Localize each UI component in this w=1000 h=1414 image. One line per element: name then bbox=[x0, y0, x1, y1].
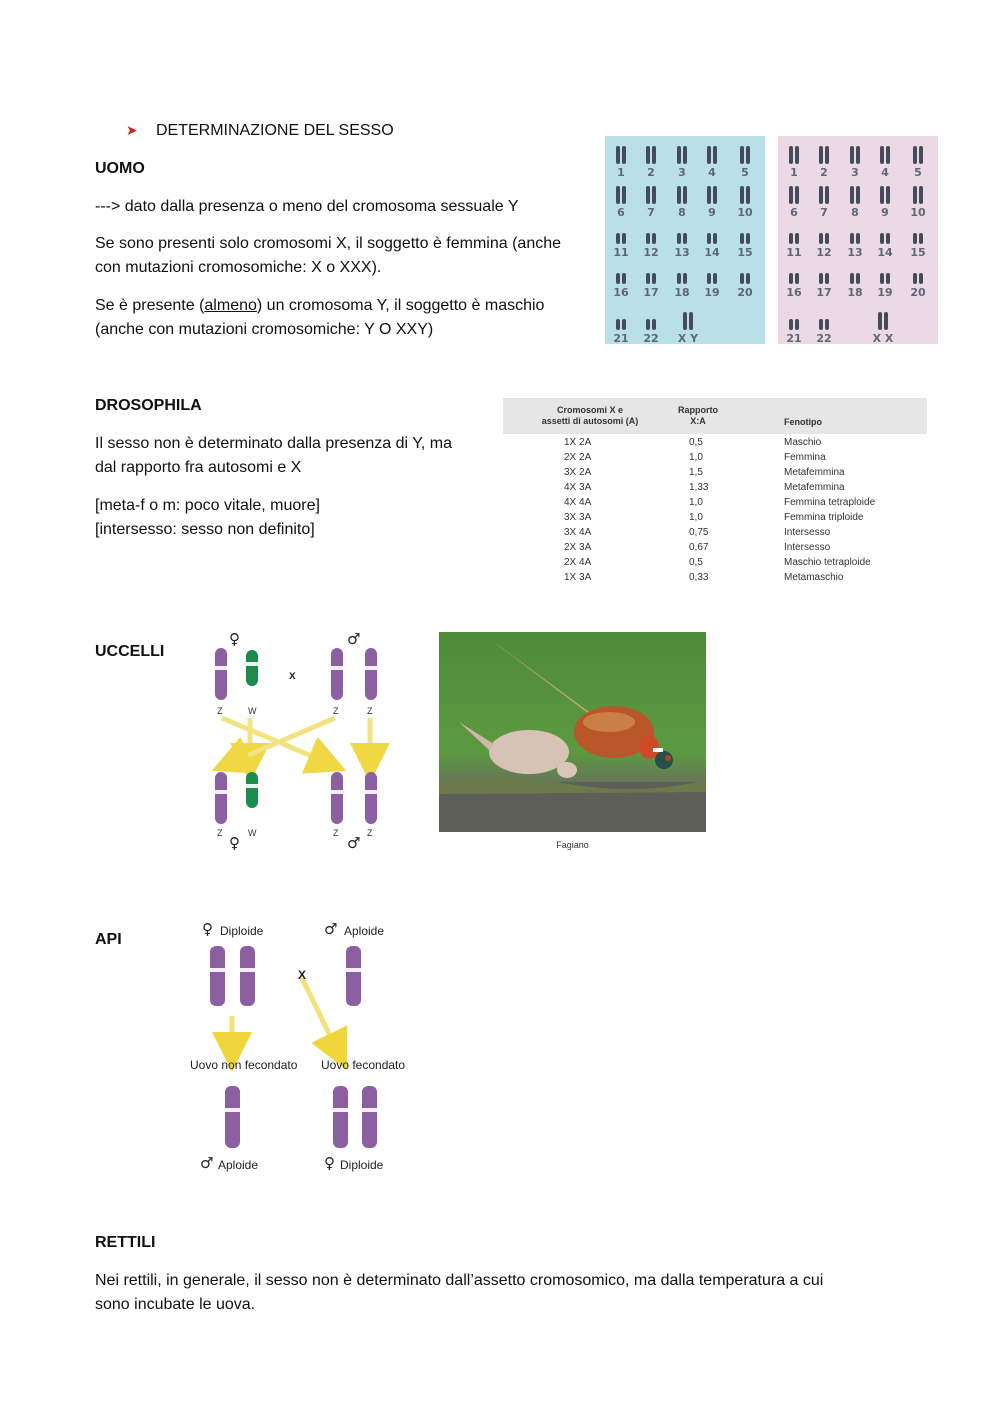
header-ratio-line1: Rapporto bbox=[678, 405, 718, 415]
api-title: API bbox=[95, 931, 122, 948]
chromosome-pair bbox=[637, 266, 665, 299]
chromosome-pair bbox=[607, 186, 635, 219]
cell-phenotype: Maschio tetraploide bbox=[784, 557, 871, 568]
chromosome bbox=[240, 946, 255, 1006]
birds-zw-diagram bbox=[200, 628, 400, 856]
table-row bbox=[503, 512, 927, 527]
female-symbol-icon: ♀ bbox=[202, 920, 213, 938]
chromosome-number: 18 bbox=[847, 286, 863, 299]
female-symbol-icon: ♀ bbox=[324, 1154, 335, 1172]
label-z: Z bbox=[217, 706, 223, 716]
chromosome-pair bbox=[780, 146, 808, 179]
uomo-p2-line2: con mutazioni cromosomiche: X o XXX). bbox=[95, 259, 382, 276]
chromosome-pair bbox=[731, 186, 759, 219]
chromosome-number: 1 bbox=[617, 166, 625, 179]
chromosome-pair bbox=[668, 146, 696, 179]
table-row bbox=[503, 452, 927, 467]
chromosome-pair bbox=[637, 312, 665, 345]
chromosome-number: 8 bbox=[851, 206, 859, 219]
cell-phenotype: Metafemmina bbox=[784, 467, 845, 478]
cell-ratio: 0,67 bbox=[689, 542, 709, 553]
chromosome-pair bbox=[810, 186, 838, 219]
female-symbol-icon: ♀ bbox=[229, 630, 240, 648]
cell-ratio: 1,5 bbox=[689, 467, 703, 478]
chromosome-pair bbox=[841, 146, 869, 179]
table-row bbox=[503, 542, 927, 557]
chromosome-pair bbox=[871, 146, 899, 179]
rettili-line2: sono incubate le uova. bbox=[95, 1296, 256, 1313]
chromosome-number: 20 bbox=[910, 286, 926, 299]
chromosome-pair bbox=[904, 186, 932, 219]
table-header bbox=[503, 398, 927, 434]
table-row bbox=[503, 557, 927, 572]
chromosome-number: 18 bbox=[674, 286, 690, 299]
chromosome-pair bbox=[668, 266, 696, 299]
rettili-title: RETTILI bbox=[95, 1234, 156, 1251]
chromosome-pair bbox=[841, 266, 869, 299]
rettili-paragraph bbox=[95, 1269, 915, 1317]
chromosome-number: 15 bbox=[910, 246, 926, 259]
chromosome-pair bbox=[810, 312, 838, 345]
chromosome-number: 7 bbox=[647, 206, 655, 219]
chromosome-number: 11 bbox=[613, 246, 629, 259]
chromosome-number: 10 bbox=[737, 206, 753, 219]
chromosome bbox=[346, 946, 361, 1006]
chromosome-pair bbox=[698, 146, 726, 179]
uomo-line1: ---> dato dalla presenza o meno del cromosoma sessuale Y bbox=[95, 198, 519, 215]
drosophila-p1-line1: Il sesso non è determinato dalla presenza di Y, ma bbox=[95, 435, 452, 452]
cell-phenotype: Femmina bbox=[784, 452, 826, 463]
chromosome-pair bbox=[607, 146, 635, 179]
chromosome-pair bbox=[780, 186, 808, 219]
haploid-label: Aploide bbox=[218, 1158, 259, 1172]
chromosome-pair bbox=[871, 186, 899, 219]
table-row bbox=[503, 437, 927, 452]
chromosome-number: 14 bbox=[877, 246, 893, 259]
cell-chromosomes: 2X 2A bbox=[564, 452, 592, 463]
drosophila-p2-line2: [intersesso: sesso non definito] bbox=[95, 521, 315, 538]
female-symbol-icon: ♀ bbox=[229, 834, 240, 852]
chromosome-number: 22 bbox=[816, 332, 832, 345]
cell-chromosomes: 2X 4A bbox=[564, 557, 592, 568]
chromosome-number: 12 bbox=[643, 246, 659, 259]
male-karyotype-image bbox=[605, 136, 765, 344]
drosophila-table bbox=[503, 398, 927, 588]
chromosome-number: 4 bbox=[881, 166, 889, 179]
chromosome-z bbox=[365, 648, 377, 700]
chromosome-number: 2 bbox=[820, 166, 828, 179]
chromosome-pair bbox=[607, 312, 635, 345]
chromosome-number: 5 bbox=[741, 166, 749, 179]
chromosome-pair bbox=[810, 146, 838, 179]
chromosome-number: 19 bbox=[877, 286, 893, 299]
chromosome-pair bbox=[841, 186, 869, 219]
chromosome-number: 8 bbox=[678, 206, 686, 219]
chromosome-number: 4 bbox=[708, 166, 716, 179]
cell-chromosomes: 1X 3A bbox=[564, 572, 592, 583]
label-w: W bbox=[248, 706, 257, 716]
chromosome-pair bbox=[668, 226, 696, 259]
chromosome-number: 22 bbox=[643, 332, 659, 345]
chromosome-pair bbox=[780, 312, 808, 345]
cell-chromosomes: 1X 2A bbox=[564, 437, 592, 448]
cell-ratio: 0,5 bbox=[689, 557, 703, 568]
chromosome-pair bbox=[810, 226, 838, 259]
label-z: Z bbox=[367, 828, 373, 838]
cell-chromosomes: 4X 3A bbox=[564, 482, 592, 493]
chromosome-number: 11 bbox=[786, 246, 802, 259]
haploid-label: Aploide bbox=[344, 924, 385, 938]
chromosome-w bbox=[246, 772, 258, 808]
chromosome-number: 6 bbox=[617, 206, 625, 219]
uomo-p3-post: ) un cromosoma Y, il soggetto è maschio bbox=[256, 297, 545, 314]
female-karyotype-image bbox=[778, 136, 938, 344]
chromosome-number: 21 bbox=[786, 332, 802, 345]
chromosome bbox=[333, 1086, 348, 1148]
chromosome-number: 20 bbox=[737, 286, 753, 299]
chromosome-pair bbox=[841, 226, 869, 259]
chromosome-number: 3 bbox=[851, 166, 859, 179]
chromosome-number: 9 bbox=[708, 206, 716, 219]
chromosome-pair bbox=[731, 146, 759, 179]
chromosome-pair bbox=[698, 186, 726, 219]
drosophila-paragraph-1 bbox=[95, 432, 495, 480]
table-row bbox=[503, 497, 927, 512]
sex-chromosomes bbox=[671, 312, 705, 345]
chromosome-pair bbox=[698, 226, 726, 259]
chromosome-pair bbox=[871, 226, 899, 259]
uccelli-title: UCCELLI bbox=[95, 643, 165, 660]
sex-chromosomes bbox=[866, 312, 900, 345]
table-row bbox=[503, 527, 927, 542]
cell-ratio: 1,0 bbox=[689, 512, 703, 523]
chromosome-number: 10 bbox=[910, 206, 926, 219]
cell-phenotype: Metamaschio bbox=[784, 572, 844, 583]
chromosome-pair bbox=[607, 266, 635, 299]
chromosome-pair bbox=[637, 146, 665, 179]
bees-ploidy-diagram bbox=[190, 918, 410, 1178]
chromosome-z bbox=[331, 648, 343, 700]
label-z: Z bbox=[333, 706, 339, 716]
chromosome-pair bbox=[668, 186, 696, 219]
chromosome-number: 6 bbox=[790, 206, 798, 219]
cross-symbol: X bbox=[298, 968, 307, 982]
chromosome-number: 12 bbox=[816, 246, 832, 259]
drosophila-title: DROSOPHILA bbox=[95, 397, 202, 414]
photo-caption: Fagiano bbox=[556, 840, 589, 850]
uomo-p3-underlined: almeno bbox=[204, 297, 257, 314]
label-z: Z bbox=[367, 706, 373, 716]
male-symbol-icon: ♂ bbox=[324, 920, 338, 938]
cell-phenotype: Metafemmina bbox=[784, 482, 845, 493]
uomo-paragraph-3 bbox=[95, 294, 595, 342]
chromosome-pair bbox=[698, 266, 726, 299]
table-row bbox=[503, 467, 927, 482]
drosophila-p1-line2: dal rapporto fra autosomi e X bbox=[95, 459, 302, 476]
chromosome-pair bbox=[607, 226, 635, 259]
fertilized-egg-label: Uovo fecondato bbox=[321, 1058, 406, 1072]
diploid-label: Diploide bbox=[340, 1158, 384, 1172]
chromosome-number: 13 bbox=[847, 246, 863, 259]
cell-phenotype: Femmina triploide bbox=[784, 512, 864, 523]
cell-chromosomes: 3X 4A bbox=[564, 527, 592, 538]
unfertilized-egg-label: Uovo non fecondato bbox=[190, 1058, 298, 1072]
chromosome-pair bbox=[731, 266, 759, 299]
chromosome-z bbox=[215, 648, 227, 700]
cell-phenotype: Intersesso bbox=[784, 527, 831, 538]
cell-phenotype: Intersesso bbox=[784, 542, 831, 553]
chromosome-w bbox=[246, 650, 258, 686]
chromosome-number: 17 bbox=[643, 286, 659, 299]
chromosome-pair bbox=[731, 226, 759, 259]
header-ratio-line2: X:A bbox=[690, 416, 706, 426]
chromosome-number: 21 bbox=[613, 332, 629, 345]
cell-chromosomes: 3X 3A bbox=[564, 512, 592, 523]
section-heading: DETERMINAZIONE DEL SESSO bbox=[156, 122, 394, 139]
chromosome-number: 16 bbox=[613, 286, 629, 299]
header-xa-line1: Cromosomi X e bbox=[556, 405, 623, 415]
cell-chromosomes: 4X 4A bbox=[564, 497, 592, 508]
chromosome-number: 19 bbox=[704, 286, 720, 299]
cross-symbol: x bbox=[289, 668, 296, 682]
chromosome-number: 2 bbox=[647, 166, 655, 179]
cell-ratio: 0,33 bbox=[689, 572, 709, 583]
chromosome-pair bbox=[637, 226, 665, 259]
uomo-p3-line2: (anche con mutazioni cromosomiche: Y O XXY) bbox=[95, 321, 434, 338]
chromosome-pair bbox=[780, 226, 808, 259]
rettili-line1: Nei rettili, in generale, il sesso non è determinato dall’assetto cromosomico, ma dalla temperatura a cui bbox=[95, 1272, 824, 1289]
chromosome bbox=[225, 1086, 240, 1148]
cell-ratio: 0,75 bbox=[689, 527, 709, 538]
chromosome-pair bbox=[780, 266, 808, 299]
cell-ratio: 1,0 bbox=[689, 452, 703, 463]
chromosome-pair bbox=[871, 266, 899, 299]
chromosome-number: 5 bbox=[914, 166, 922, 179]
label-w: W bbox=[248, 828, 257, 838]
chromosome-number: 9 bbox=[881, 206, 889, 219]
chromosome bbox=[362, 1086, 377, 1148]
chromosome-number: 7 bbox=[820, 206, 828, 219]
chromosome-number: 16 bbox=[786, 286, 802, 299]
chromosome-number: 14 bbox=[704, 246, 720, 259]
cell-chromosomes: 2X 3A bbox=[564, 542, 592, 553]
uomo-p3-pre: Se è presente ( bbox=[95, 297, 205, 314]
sex-chromosome-label: X Y bbox=[677, 332, 699, 345]
sex-chromosome-label: X X bbox=[872, 332, 894, 345]
header-xa-line2: assetti di autosomi (A) bbox=[541, 416, 639, 426]
uomo-title: UOMO bbox=[95, 160, 145, 177]
chromosome-number: 17 bbox=[816, 286, 832, 299]
chromosome-pair bbox=[637, 186, 665, 219]
chromosome-pair bbox=[904, 266, 932, 299]
cell-ratio: 1,0 bbox=[689, 497, 703, 508]
label-z: Z bbox=[217, 828, 223, 838]
cell-chromosomes: 3X 2A bbox=[564, 467, 592, 478]
cell-ratio: 0,5 bbox=[689, 437, 703, 448]
pheasant-photo bbox=[439, 632, 706, 832]
chromosome-pair bbox=[810, 266, 838, 299]
chromosome-z bbox=[331, 772, 343, 824]
chromosome-number: 1 bbox=[790, 166, 798, 179]
uomo-p2-line1: Se sono presenti solo cromosomi X, il soggetto è femmina (anche bbox=[95, 235, 562, 252]
chromosome-number: 15 bbox=[737, 246, 753, 259]
chromosome-z bbox=[215, 772, 227, 824]
cell-phenotype: Maschio bbox=[784, 437, 822, 448]
chromosome-number: 13 bbox=[674, 246, 690, 259]
male-symbol-icon: ♂ bbox=[347, 630, 361, 648]
label-z: Z bbox=[333, 828, 339, 838]
drosophila-p2-line1: [meta-f o m: poco vitale, muore] bbox=[95, 497, 320, 514]
bullet-arrow-icon: ➤ bbox=[126, 122, 138, 138]
chromosome-z bbox=[365, 772, 377, 824]
drosophila-paragraph-2 bbox=[95, 494, 495, 542]
chromosome-pair bbox=[904, 226, 932, 259]
cell-phenotype: Femmina tetraploide bbox=[784, 497, 876, 508]
male-symbol-icon: ♂ bbox=[200, 1154, 214, 1172]
diploid-label: Diploide bbox=[220, 924, 264, 938]
table-row bbox=[503, 482, 927, 497]
chromosome bbox=[210, 946, 225, 1006]
header-phenotype: Fenotipo bbox=[784, 417, 822, 427]
uomo-paragraph-2 bbox=[95, 232, 595, 280]
cell-ratio: 1,33 bbox=[689, 482, 709, 493]
chromosome-pair bbox=[904, 146, 932, 179]
table-row bbox=[503, 572, 927, 587]
male-symbol-icon: ♂ bbox=[347, 834, 361, 852]
pheasant-illustration bbox=[439, 632, 706, 832]
chromosome-number: 3 bbox=[678, 166, 686, 179]
